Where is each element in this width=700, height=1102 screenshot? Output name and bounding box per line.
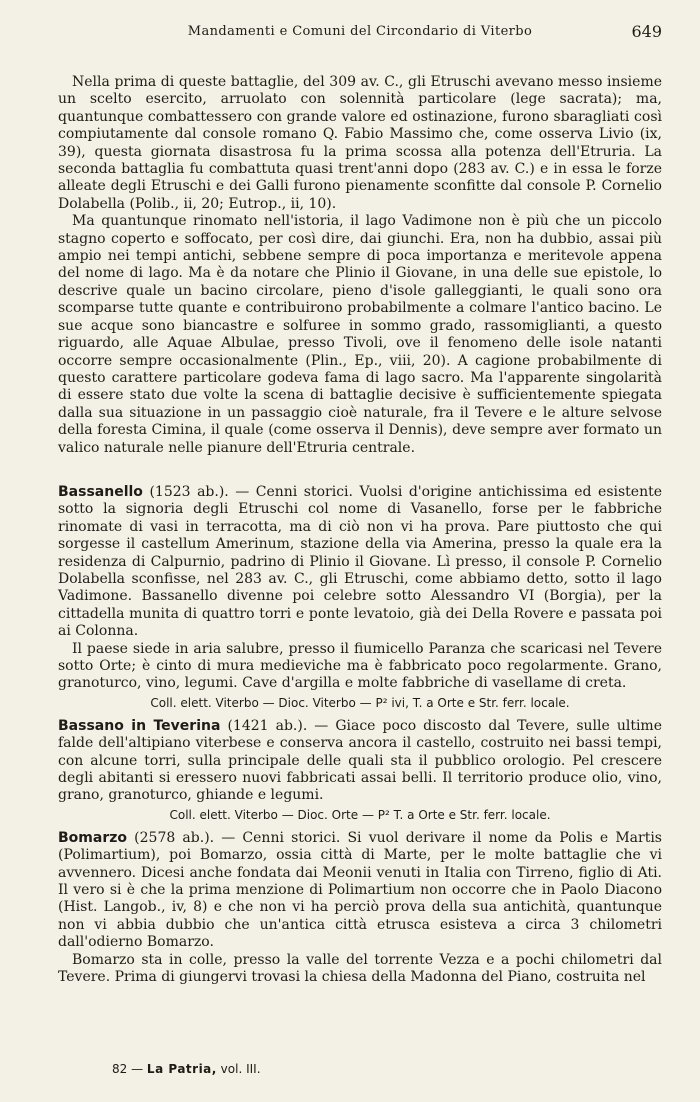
entry-bomarzo [58,830,662,952]
running-title: Mandamenti e Comuni del Circondario di Viterbo [187,24,533,39]
entry-text-bomarzo: (2578 ab.). — Cenni storici. Si vuol derivare il nome da Polis e Martis (Polimartium), poi Bomarzo, ossia città di Marte, per le molte battaglie che vi avvennero. Dicesi anche fondata dai Meonii venuti in Italia con Tirreno, figlio di Ati. Il vero si è che la prima menzione di Polimartium non occorre che in Paolo Diacono (Hist. Langob., iv, 8) e che non vi ha perciò prova della sua antichità, quantunque non vi abbia dubbio che un'antica città etrusca esisteva a circa 3 chilometri dall'odierno Bomarzo. [58,829,662,951]
entry-bassano [58,718,662,805]
entry-name-bassano: Bassano in Teverina [58,717,221,734]
page-body [58,74,662,987]
running-head [58,24,662,44]
admin-line-bassanello: Coll. elett. Viterbo — Dioc. Viterbo — P² ivi, T. a Orte e Str. ferr. locale. [150,695,570,710]
footer-signature-mark: 82 — [112,1062,144,1076]
entry-text2-bassanello: Il paese siede in aria salubre, presso il fiumicello Paranza che scaricasi nel Tevere sotto Orte; è cinto di mura medieviche ma è fabbricato poco regolarmente. Grano, granoturco, vino, legumi. Cave d'argilla e molte fabbriche di vasellame di creta. [58,640,662,692]
entry-name-bassanello: Bassanello [58,483,143,500]
entry-name-bomarzo: Bomarzo [58,829,127,846]
paragraph-battles: Nella prima di queste battaglie, del 309 av. C., gli Etruschi avevano messo insieme un scelto esercito, arruolato con solennità particolare (lege sacrata); ma, quantunque combattessero con grande valore ed ostinazione, furono sbaragliati così compiutamente dal console romano Q. Fabio Massimo che, come osserva Livio (ix, 39), questa giornata disastrosa fu la prima scossa alla potenza dell'Etruria. La seconda battaglia fu combattuta quasi trent'anni dopo (283 av. C.) e in essa le forze alleate degli Etruschi e dei Galli furono pienamente sconfitte dal console P. Cornelio Dolabella (Polib., ii, 20; Eutrop., ii, 10). [58,74,662,212]
footer-volume: vol. III. [220,1062,261,1076]
entry-bassanello [58,484,662,641]
paragraph-lago-vadimone: Ma quantunque rinomato nell'istoria, il lago Vadimone non è più che un piccolo stagno coperto e soffocato, per così dire, dai giunchi. Era, non ha dubbio, assai più ampio nei tempi antichi, sebbene sempre di poca importanza e meritevole appena del nome di lago. Ma è da notare che Plinio il Giovane, in una delle sue epistole, lo descrive quale un bacino circolare, pieno d'isole galleggianti, le quali sono ora scomparse tutte quante e contribuirono probabilmente a colmare l'antico bacino. Le sue acque sono biancastre e solfuree in sommo grado, rassomiglianti, a questo riguardo, alle Aquae Albulae, presso Tivoli, ove il fenomeno delle isole natanti occorre sempre occasionalmente (Plin., Ep., viii, 20). A cagione probabilmente di questo carattere particolare godeva fama di lago sacro. Ma l'apparente singolarità di essere stato due volte la scena di battaglie decisive è sufficientemente spiegata dalla sua situazione in un passaggio cioè naturale, fra il Tevere e le alture selvose della foresta Cimina, il quale (come osserva il Dennis), deve sempre aver formato un valico naturale nelle pianure dell'Etruria centrale. [58,213,662,456]
entry-text2-bomarzo: Bomarzo sta in colle, presso la valle del torrente Vezza e a pochi chilometri dal Tevere. Prima di giungervi trovasi la chiesa della Madonna del Piano, costruita nel [58,951,662,986]
footer-signature [112,1062,261,1076]
footer-work-title: La Patria, [146,1062,217,1076]
entry-text-bassanello: (1523 ab.). — Cenni storici. Vuolsi d'origine antichissima ed esistente sotto la signoria degli Etruschi col nome di Vasanello, forse per le fabbriche rinomate di vasi in terracotta, ma di ciò non vi ha prova. Pare piuttosto che qui sorgesse il castellum Amerinum, stazione della via Amerina, presso la quale era la residenza di Calpurnio, padrino di Plinio il Giovane. Lì presso, il console P. Cornelio Dolabella sconfisse, nel 283 av. C., gli Etruschi, come abbiamo detto, sotto il lago Vadimone. Bassanello divenne poi celebre sotto Alessandro VI (Borgia), per la cittadella munita di quattro torri e ponte levatoio, già dei Della Rovere e passata poi ai Colonna. [58,483,663,640]
page-number: 649 [631,22,662,41]
admin-line-bassano: Coll. elett. Viterbo — Dioc. Orte — P² T. a Orte e Str. ferr. locale. [169,807,551,822]
entry-text-bassano: (1421 ab.). — Giace poco discosto dal Tevere, sulle ultime falde dell'altipiano viterbese e conserva ancora il castello, costruito nei bassi tempi, con alcune torri, sulla principale delle quali sta il pubblico orologio. Pel crescere degli abitanti si eressero nuovi fabbricati assai belli. Il territorio produce olio, vino, grano, granoturco, ghiande e legumi. [58,717,662,804]
